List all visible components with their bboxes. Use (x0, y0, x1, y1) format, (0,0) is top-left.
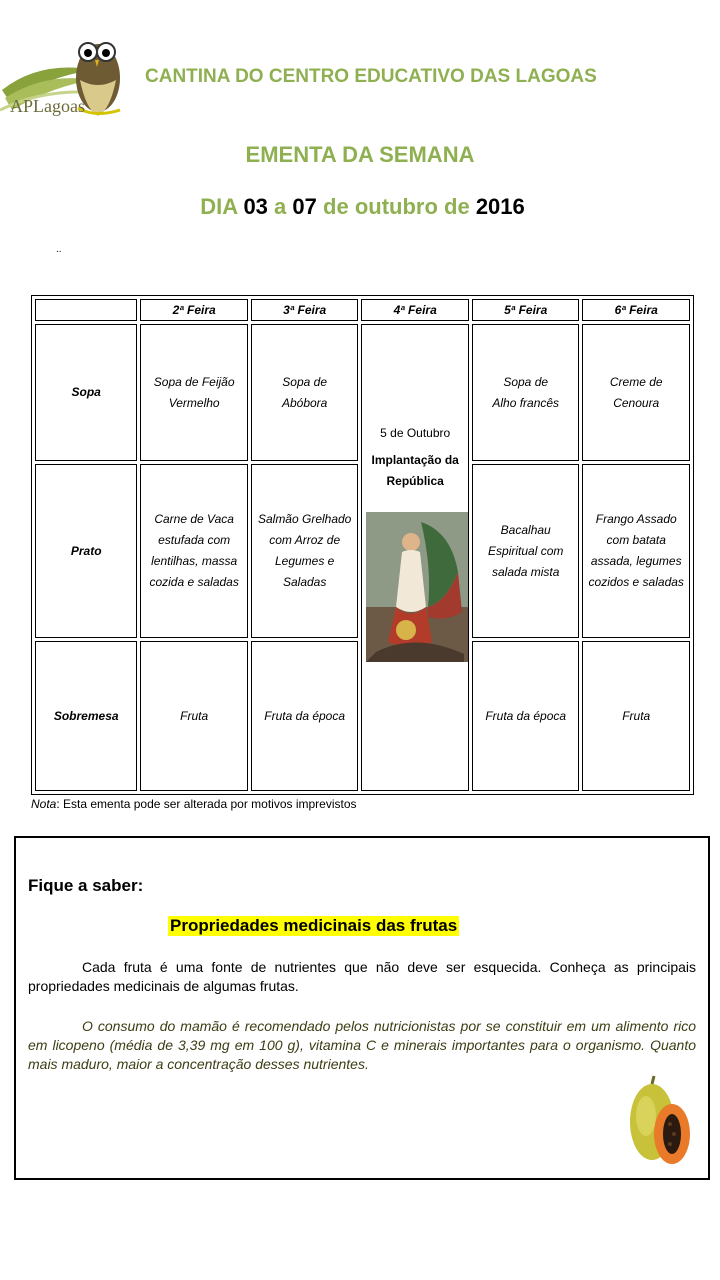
sopa-ter (251, 324, 359, 461)
line: Saladas (282, 575, 327, 589)
line: com batata (606, 533, 666, 547)
line: Legumes e (274, 554, 335, 568)
papaya-image (626, 1074, 694, 1168)
prato-seg (140, 464, 248, 638)
row-header-sopa: Sopa (35, 324, 137, 461)
sobremesa-ter: Fruta da época (251, 641, 359, 791)
holiday-name-line2: República (386, 474, 444, 488)
line: estufada com (158, 533, 231, 547)
line: Creme de (609, 374, 663, 389)
info-paragraph-intro: Cada fruta é uma fonte de nutrientes que não deve ser esquecida. Conheça as principais propriedades medicinais de algumas frutas. (28, 959, 696, 994)
day-header-qua: 4ª Feira (361, 299, 469, 321)
line: Vermelho (168, 395, 220, 410)
sobremesa-sex: Fruta (582, 641, 690, 791)
line: Carne de Vaca (154, 512, 234, 526)
holiday-date: 5 de Outubro (380, 426, 451, 440)
date-end: 07 (292, 194, 317, 219)
line: Cenoura (613, 395, 660, 410)
prato-qui (472, 464, 580, 638)
info-paragraph-papaya: O consumo do mamão é recomendado pelos nutricionistas por se constituir em um alimento rico em licopeno (média de 3,39 mg em 100 g), vitamina C e minerais importantes para o organismo. Quanto mais maduro, maior a concentração desses nutrientes. (28, 1018, 696, 1072)
holiday-name-line1: Implantação da (371, 453, 459, 467)
line: Bacalhau (500, 522, 551, 537)
row-header-sobremesa: Sobremesa (35, 641, 137, 791)
day-header-seg: 2ª Feira (140, 299, 248, 321)
page-title: EMENTA DA SEMANA (245, 142, 475, 167)
date-range (0, 194, 720, 220)
line: salada mista (492, 564, 560, 579)
prato-sex (582, 464, 690, 638)
line: Espiritual com (488, 543, 564, 558)
sobremesa-seg: Fruta (140, 641, 248, 791)
sopa-sex (582, 324, 690, 461)
menu-table (31, 295, 694, 795)
date-year: 2016 (475, 194, 525, 219)
prato-ter (251, 464, 359, 638)
date-a: a (274, 194, 287, 219)
sobremesa-qui: Fruta da época (472, 641, 580, 791)
school-name: CANTINA DO CENTRO EDUCATIVO DAS LAGOAS (145, 66, 597, 87)
republic-painting (366, 512, 468, 662)
sopa-seg (140, 324, 248, 461)
line: assada, legumes (590, 554, 682, 568)
line: Sopa de (282, 374, 328, 389)
line: Sopa de Feijão (153, 374, 235, 389)
line: Salmão Grelhado (257, 512, 352, 526)
day-header-sex: 6ª Feira (582, 299, 690, 321)
line: Sopa de (503, 374, 549, 389)
line: lentilhas, massa (151, 554, 238, 568)
date-dia: DIA (200, 194, 238, 219)
stray-dots: .. (56, 244, 62, 255)
info-box (14, 836, 710, 1180)
line: cozidos e saladas (588, 575, 684, 589)
line: com Arroz de (269, 533, 341, 547)
note-text: : Esta ementa pode ser alterada por motivos imprevistos (56, 797, 357, 811)
note (31, 797, 357, 811)
date-start: 03 (243, 194, 268, 219)
info-heading: Fique a saber: (28, 876, 144, 895)
header-empty (35, 299, 137, 321)
holiday-cell (361, 324, 469, 791)
logo-text: APLagoas (10, 96, 85, 116)
day-header-qui: 5ª Feira (472, 299, 580, 321)
line: Abóbora (281, 395, 328, 410)
line: Frango Assado (595, 512, 677, 526)
day-header-ter: 3ª Feira (251, 299, 359, 321)
line: Alho francês (492, 395, 560, 410)
sopa-qui (472, 324, 580, 461)
row-header-prato: Prato (35, 464, 137, 638)
line: cozida e saladas (149, 575, 239, 589)
info-subheading: Propriedades medicinais das frutas (170, 916, 458, 935)
note-label: Nota (31, 797, 57, 811)
date-month: de outubro de (323, 194, 470, 219)
